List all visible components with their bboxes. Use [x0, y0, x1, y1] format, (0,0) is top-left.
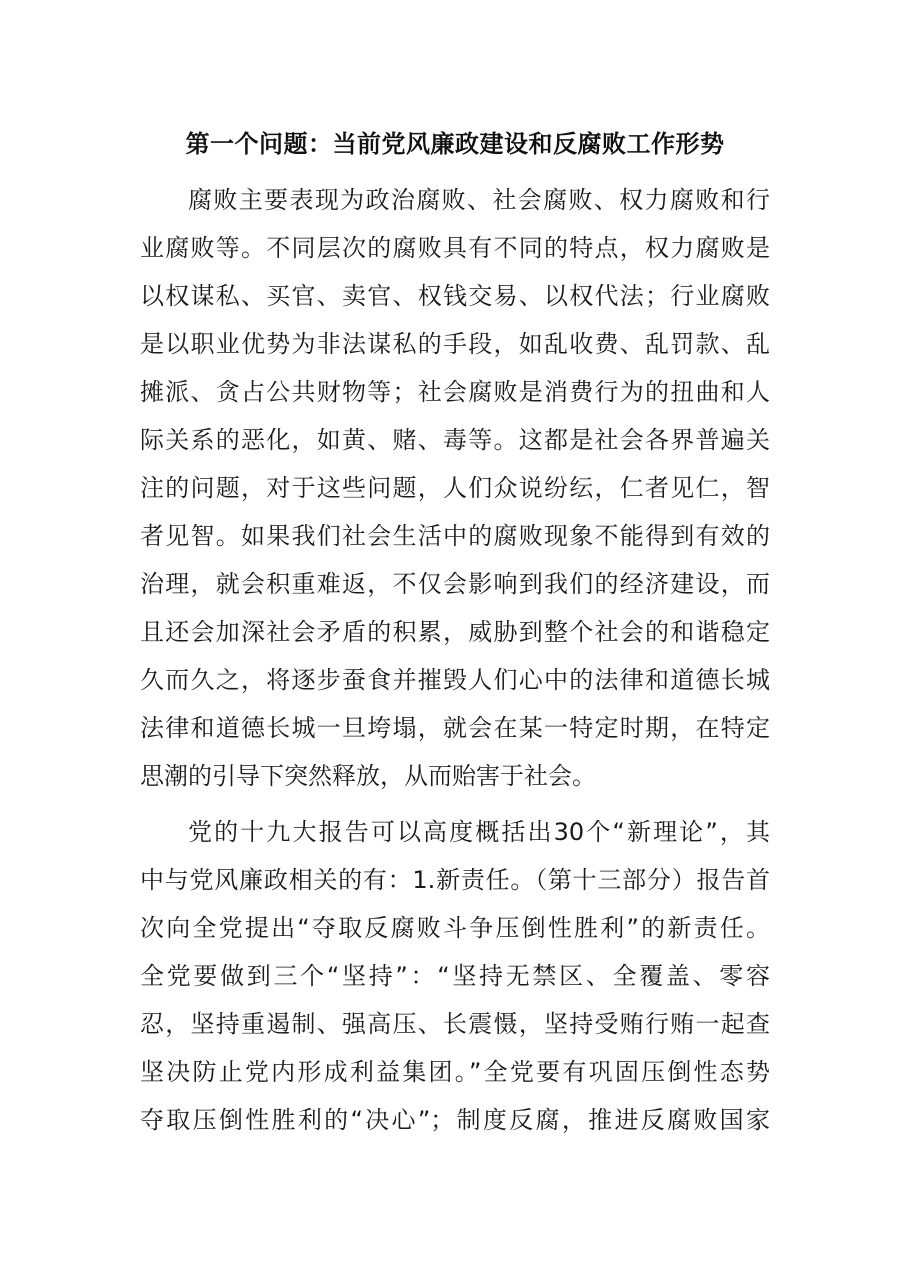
paragraph-1-line-12: 法律和道德长城一旦垮塌，就会在某一特定时期，在特定	[140, 714, 770, 742]
paragraph-1-line-2: 业腐败等。不同层次的腐败具有不同的特点，权力腐败是	[140, 234, 770, 262]
paragraph-1-line-1: 腐败主要表现为政治腐败、社会腐败、权力腐败和行	[188, 186, 770, 214]
paragraph-2-line-1: 党的十九大报告可以高度概括出30个“新理论”，其	[188, 818, 770, 846]
paragraph-2-line-6: 坚决防止党内形成利益集团。”全党要有巩固压倒性态势	[140, 1058, 770, 1086]
paragraph-2-line-2: 中与党风廉政相关的有：1.新责任。（第十三部分）报告首	[140, 866, 770, 894]
paragraph-1-line-4: 是以职业优势为非法谋私的手段，如乱收费、乱罚款、乱	[140, 330, 770, 358]
paragraph-1-line-8: 者见智。如果我们社会生活中的腐败现象不能得到有效的	[140, 522, 770, 550]
document-title: 第一个问题：当前党风廉政建设和反腐败工作形势	[185, 129, 725, 158]
paragraph-1-line-9: 治理，就会积重难返，不仅会影响到我们的经济建设，而	[140, 570, 770, 598]
paragraph-1-line-3: 以权谋私、买官、卖官、权钱交易、以权代法；行业腐败	[140, 282, 770, 310]
paragraph-1-line-10: 且还会加深社会矛盾的积累，威胁到整个社会的和谐稳定	[140, 618, 770, 646]
paragraph-1-line-13: 思潮的引导下突然释放，从而贻害于社会。	[140, 762, 596, 790]
paragraph-2-line-4: 全党要做到三个“坚持”：“坚持无禁区、全覆盖、零容	[140, 962, 770, 990]
paragraph-2-line-7: 夺取压倒性胜利的“决心”；制度反腐，推进反腐败国家	[140, 1106, 770, 1134]
paragraph-1-line-11: 久而久之，将逐步蚕食并摧毁人们心中的法律和道德长城	[140, 666, 770, 694]
paragraph-1-line-6: 际关系的恶化，如黄、赌、毒等。这都是社会各界普遍关	[140, 426, 770, 454]
paragraph-2-line-5: 忍，坚持重遏制、强高压、长震慑，坚持受贿行贿一起查	[140, 1010, 770, 1038]
paragraph-1-line-5: 摊派、贪占公共财物等；社会腐败是消费行为的扭曲和人	[140, 378, 770, 406]
paragraph-1-line-7: 注的问题，对于这些问题，人们众说纷纭，仁者见仁，智	[140, 474, 770, 502]
paragraph-2-line-3: 次向全党提出“夺取反腐败斗争压倒性胜利”的新责任。	[140, 914, 770, 942]
